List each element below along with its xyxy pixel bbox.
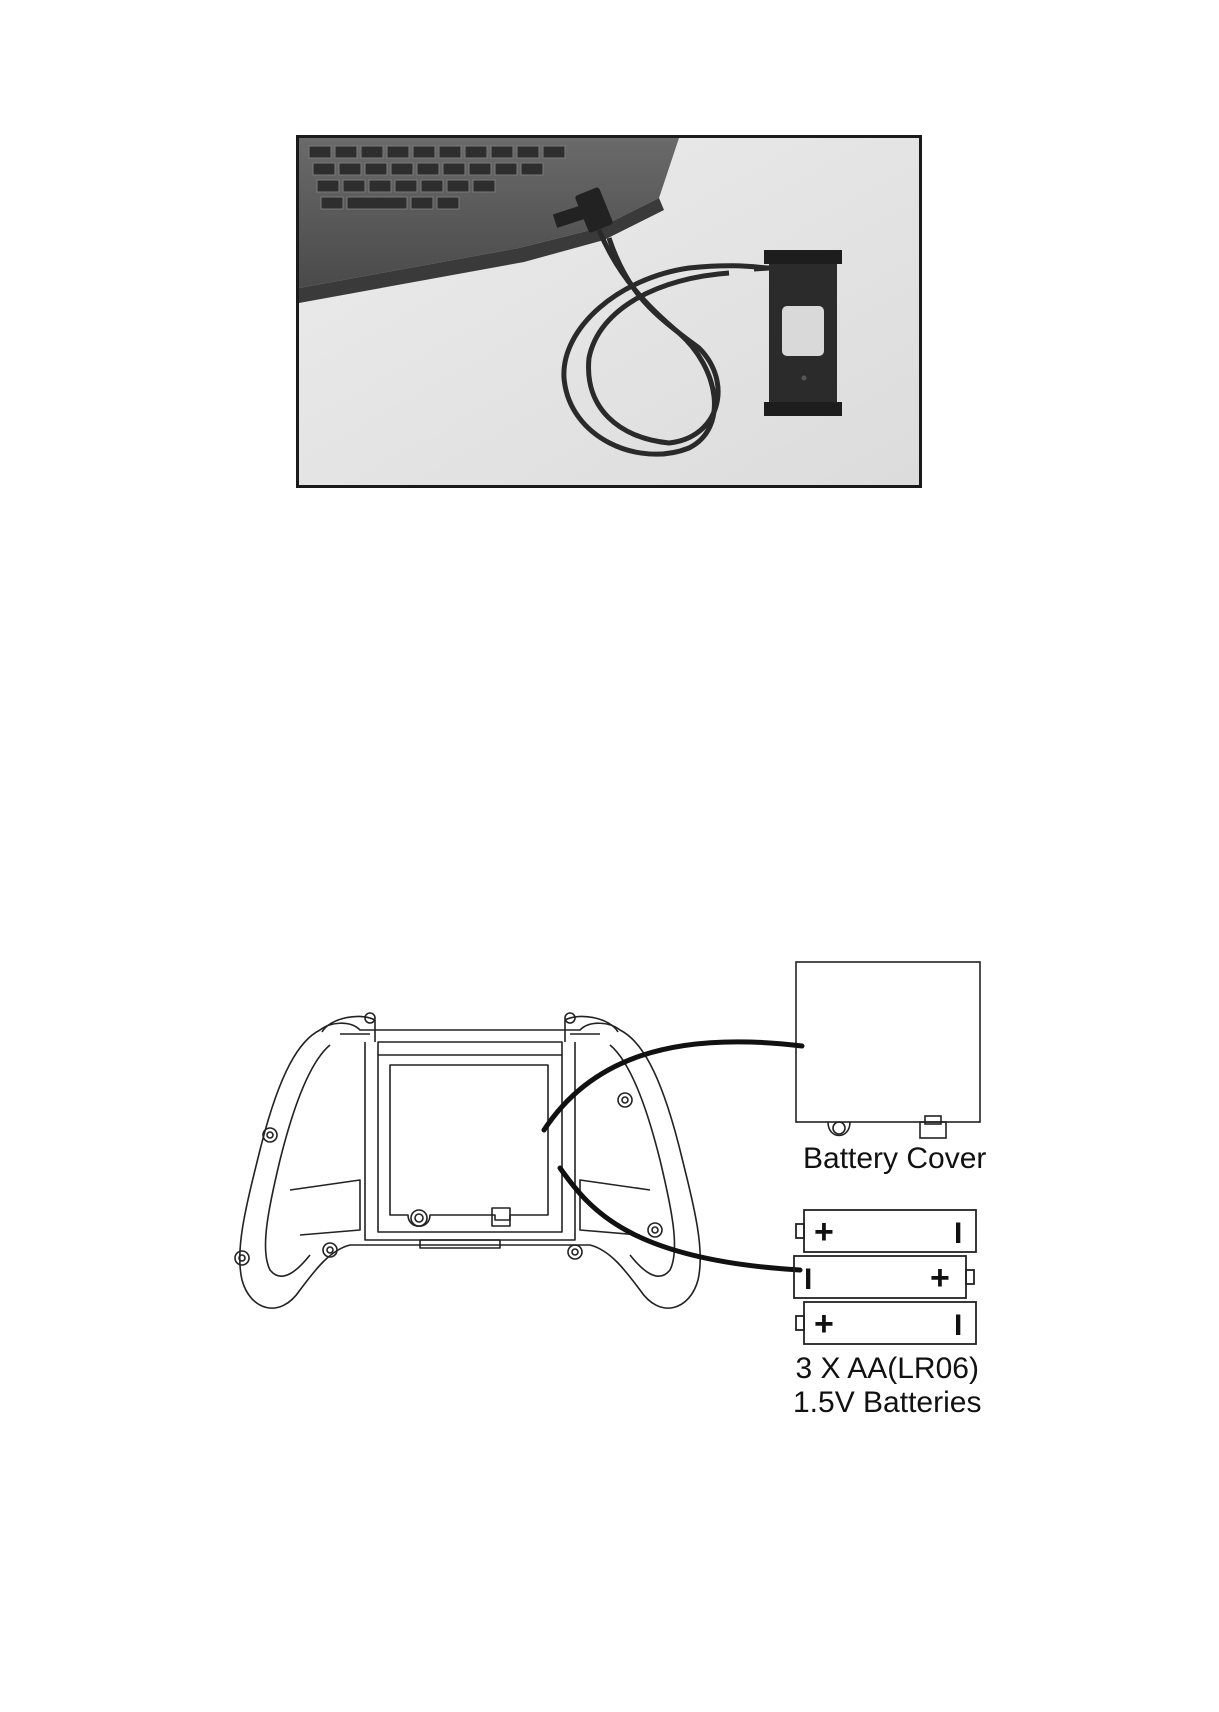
controller-outline: [240, 1023, 701, 1308]
svg-text:I: I: [954, 1309, 963, 1342]
battery-cover-drawing: [796, 962, 980, 1138]
battery-pointer: [560, 1168, 800, 1270]
cover-pointer: [544, 1042, 802, 1130]
usb-charging-photo: [296, 135, 922, 488]
svg-text:I: I: [804, 1263, 813, 1296]
pointer-lines: [544, 1042, 802, 1270]
batteries-label: [793, 1352, 981, 1420]
bay-cover: [390, 1065, 548, 1226]
svg-text:+: +: [930, 1259, 950, 1297]
flight-battery: [764, 250, 842, 416]
svg-text:+: +: [814, 1305, 834, 1343]
batteries-label-line2: 1.5V Batteries: [793, 1386, 982, 1419]
svg-text:+: +: [814, 1213, 834, 1251]
laptop-charging-illustration: [299, 138, 919, 485]
batteries-label-line1: 3 X AA(LR06): [795, 1352, 979, 1385]
battery-cover-label: Battery Cover: [803, 1142, 987, 1175]
svg-text:I: I: [954, 1217, 963, 1250]
polarity-marks: [804, 1213, 962, 1343]
